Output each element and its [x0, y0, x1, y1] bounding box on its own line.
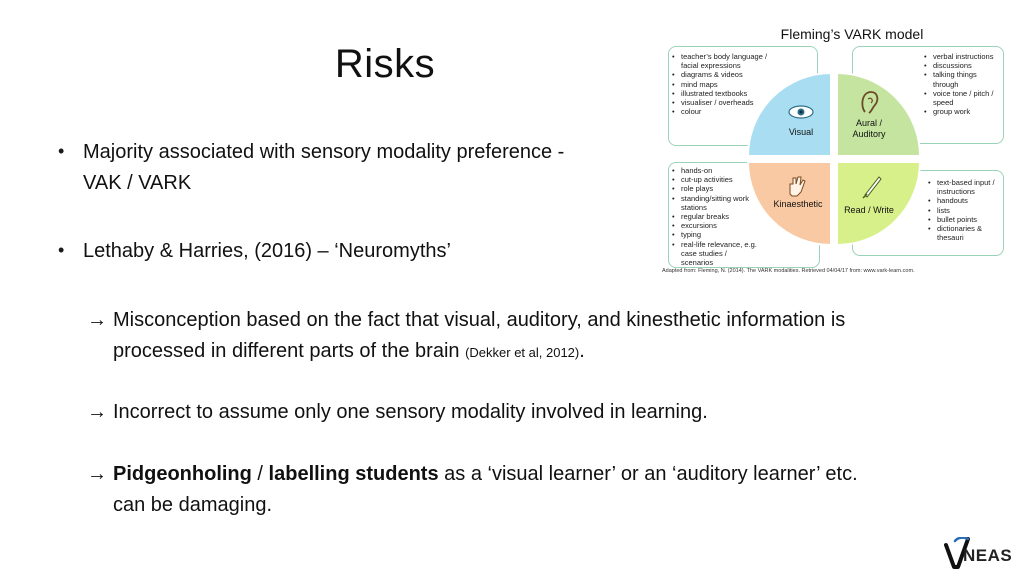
bullet-1-line1: Majority associated with sensory modality preference -	[83, 141, 565, 163]
list-item: • cut-up activities	[672, 175, 760, 184]
list-item: • regular breaks	[672, 212, 760, 221]
list-item: • colour	[672, 107, 768, 116]
list-item: • hands-on	[672, 166, 760, 175]
list-item: • text-based input / instructions	[928, 178, 1002, 196]
vark-diagram	[662, 26, 1007, 284]
list-item: • illustrated textbooks	[672, 89, 768, 98]
list-item: • teacher’s body language / facial expressions	[672, 52, 768, 70]
list-item: • group work	[924, 107, 1000, 116]
arrow-icon: →	[87, 463, 107, 485]
list-item: • talking things through	[924, 70, 1000, 88]
list-item: • diagrams & videos	[672, 70, 768, 79]
list-item: • verbal instructions	[924, 52, 1000, 61]
list-item: • handouts	[928, 196, 1002, 205]
list-item: • visualiser / overheads	[672, 98, 768, 107]
arrow-icon: →	[87, 309, 107, 331]
point-1-text: processed in different parts of the brain	[113, 340, 460, 362]
point-2-text: Incorrect to assume only one sensory modality involved in learning.	[113, 401, 708, 423]
point-3-rest: as a ‘visual learner’ or an ‘auditory learner’ etc.	[438, 463, 858, 485]
list-item: • discussions	[924, 61, 1000, 70]
point-3-line1	[113, 459, 858, 490]
slide-title: Risks	[334, 42, 436, 86]
list-item: • role plays	[672, 184, 760, 193]
list-item: • mind maps	[672, 80, 768, 89]
point-3-bold-2: labelling students	[268, 463, 439, 485]
vark-caption: Adapted from: Fleming, N. (2014). The VARK modalities. Retrieved 04/04/17 from: www.vark-learn.com.	[662, 268, 915, 274]
point-1-line2	[113, 336, 585, 368]
vark-title: Fleming’s VARK model	[780, 26, 924, 42]
list-item: • excursions	[672, 221, 760, 230]
point-1-end: .	[579, 340, 585, 362]
point-1-citation: (Dekker et al, 2012)	[465, 345, 580, 360]
bullet-dot: •	[58, 240, 65, 260]
point-3-line2: can be damaging.	[113, 494, 273, 516]
kinaesthetic-label: Kinaesthetic	[773, 199, 823, 209]
list-item: • real-life relevance, e.g. case studies / scenarios	[672, 240, 760, 268]
vark-circle	[662, 26, 1007, 284]
aural-quadrant	[837, 73, 920, 156]
bullet-1-line2: VAK / VARK	[83, 172, 192, 194]
point-3-sep: /	[251, 463, 269, 485]
eye-icon	[789, 106, 813, 118]
aural-label-line2: Auditory	[852, 129, 886, 139]
neas-logo	[944, 537, 1022, 573]
bullet-dot: •	[58, 141, 65, 161]
point-3-bold-1: Pidgeonholing	[113, 463, 252, 485]
visual-label: Visual	[788, 127, 814, 137]
logo-text: NEAS	[963, 546, 1013, 565]
point-1-line1: Misconception based on the fact that visual, auditory, and kinesthetic information is	[113, 309, 846, 331]
list-item: • standing/sitting work stations	[672, 194, 760, 212]
readwrite-label: Read / Write	[844, 205, 894, 215]
list-item: • bullet points	[928, 215, 1002, 224]
list-item: • voice tone / pitch / speed	[924, 89, 1000, 107]
arrow-icon: →	[87, 401, 107, 423]
list-item: • dictionaries & thesauri	[928, 224, 1002, 242]
bullet-2-text: Lethaby & Harries, (2016) – ‘Neuromyths’	[83, 240, 451, 262]
readwrite-quadrant	[837, 162, 920, 245]
list-item: • typing	[672, 230, 760, 239]
aural-label-line1: Aural /	[855, 118, 883, 128]
list-item: • lists	[928, 206, 1002, 215]
